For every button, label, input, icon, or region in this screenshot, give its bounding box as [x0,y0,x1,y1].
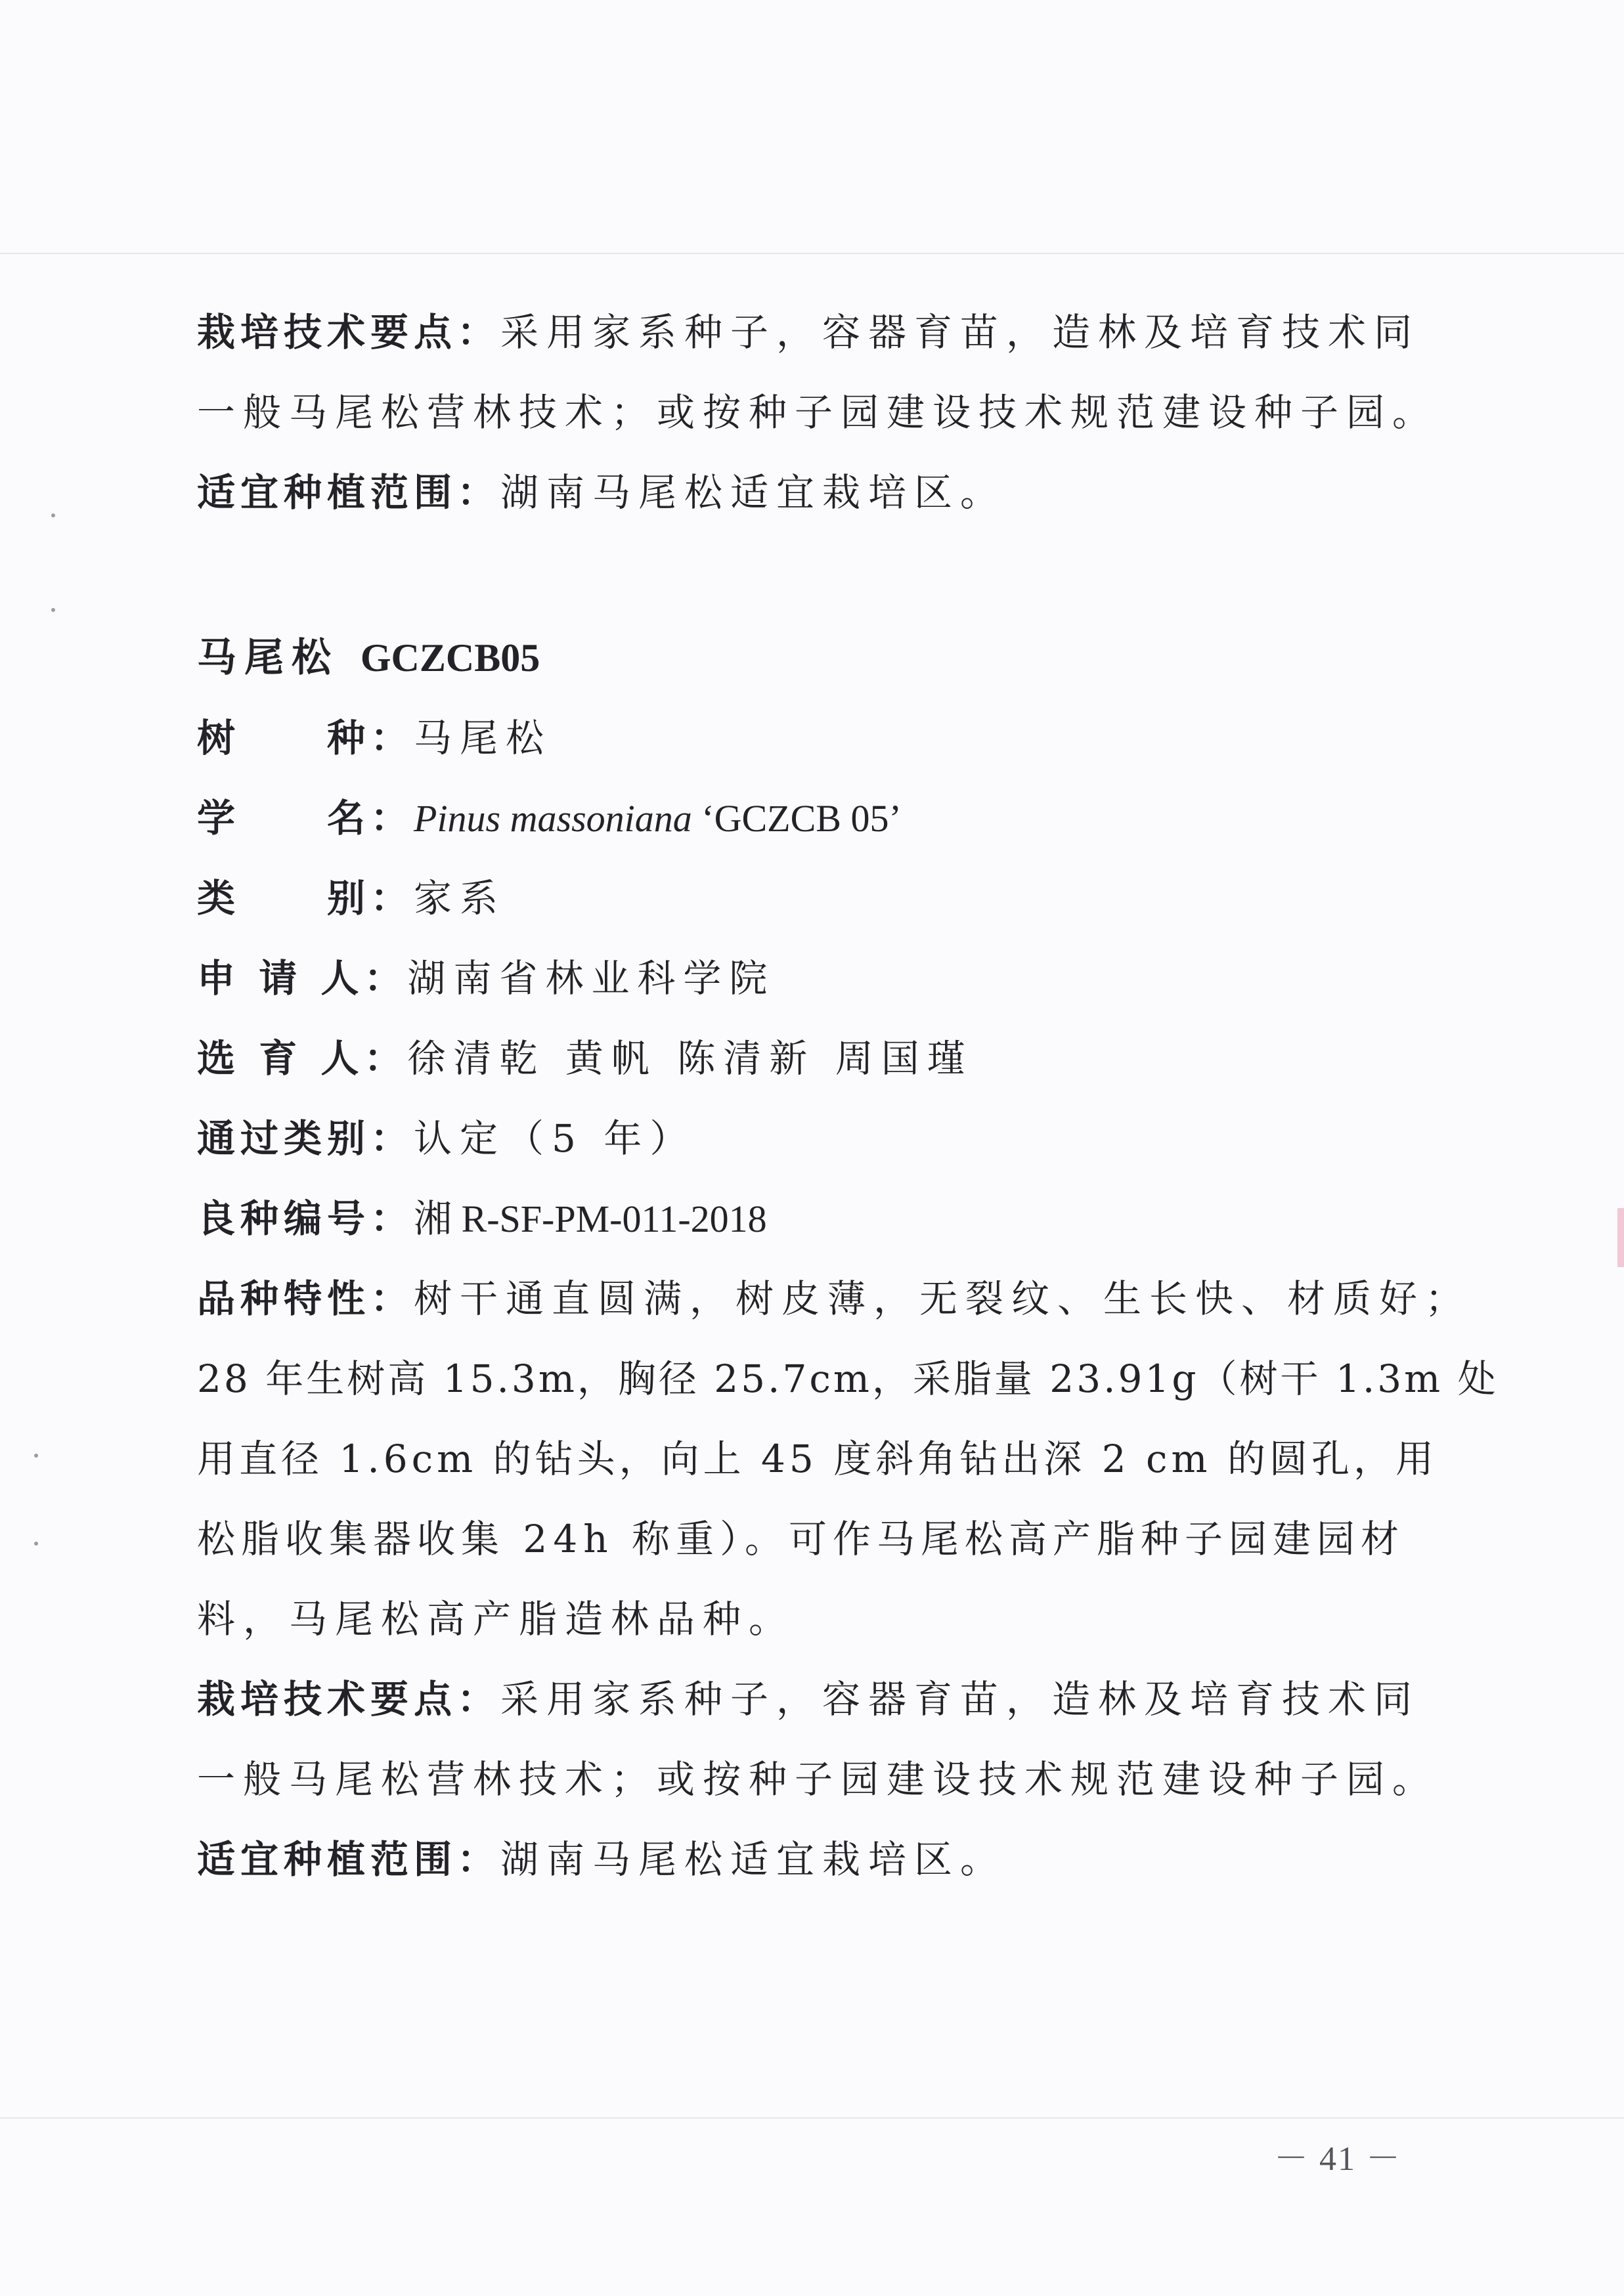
variety-number-label: 良种编号： [197,1196,414,1241]
species-value: 马尾松 [414,716,552,760]
species-row [197,698,1405,778]
range-line [197,1819,1405,1899]
category-label: 类 别： [197,876,414,921]
cultivar-name: ‘GCZCB 05’ [701,797,902,840]
traits-text: 树干通直圆满，树皮薄，无裂纹、生长快、材质好； [414,1276,1472,1321]
approval-label: 通过类别： [197,1116,414,1161]
traits-text: 松脂收集器收集 24h 称重）。可作马尾松高产脂种子园建园材 [197,1517,1405,1561]
traits-text: 料，马尾松高产脂造林品种。 [197,1597,795,1641]
traits-label: 品种特性： [197,1276,414,1321]
scientific-name-label: 学 名： [197,796,414,840]
prev-cultivation-line-2 [197,372,1439,452]
applicant-row [197,938,1405,1018]
prev-cultivation-line-1 [197,292,1420,372]
entry-title-code: GCZCB05 [360,636,540,680]
range-label: 适宜种植范围： [197,470,501,515]
variety-number-row [197,1179,1405,1259]
category-row [197,858,1405,938]
section-gap [197,532,1405,618]
document-page [197,292,1499,1899]
traits-line-2 [197,1339,1499,1419]
cultivation-label: 栽培技术要点： [197,1677,501,1722]
traits-line-3 [197,1419,1437,1499]
breeder-row [197,1018,1405,1098]
cultivation-text: 一般马尾松营林技术；或按种子园建设技术规范建设种子园。 [197,390,1439,435]
scan-edge-mark [1617,1208,1624,1267]
approval-value: 认定（5 年） [414,1116,696,1161]
cultivation-line-1 [197,1659,1420,1739]
traits-line-4 [197,1499,1405,1579]
cultivation-text: 一般马尾松营林技术；或按种子园建设技术规范建设种子园。 [197,1757,1439,1802]
traits-line-5 [197,1579,1405,1659]
cultivation-text: 采用家系种子，容器育苗，造林及培育技术同 [500,310,1420,355]
scan-edge-top [0,253,1624,254]
scan-speck [34,1542,38,1546]
scan-edge-bottom [0,2117,1624,2119]
range-text: 湖南马尾松适宜栽培区。 [500,470,1007,515]
scan-speck [51,513,55,517]
entry-title [197,618,1405,698]
cultivation-text: 采用家系种子，容器育苗，造林及培育技术同 [500,1677,1420,1722]
page-number: － 41 － [1274,2140,1402,2178]
species-label: 树 种： [197,716,414,760]
breeder-label: 选 育 人： [197,1036,408,1081]
scientific-name-italic: Pinus massoniana [414,797,692,840]
traits-text: 用直径 1.6cm 的钻头，向上 45 度斜角钻出深 2 cm 的圆孔，用 [197,1437,1437,1481]
cultivation-line-2 [197,1739,1439,1819]
variety-number-value: 湘 R-SF-PM-011-2018 [414,1198,767,1240]
breeder-value: 徐清乾 黄帆 陈清新 周国瑾 [407,1036,973,1081]
approval-row [197,1098,1405,1179]
applicant-value: 湖南省林业科学院 [407,956,776,1001]
traits-line-1 [197,1259,1472,1339]
scientific-name-row [197,778,1405,858]
entry-title-cn: 马尾松 [197,635,339,681]
scan-speck [51,608,55,612]
range-label: 适宜种植范围： [197,1837,501,1882]
scan-speck [34,1454,38,1458]
traits-text: 28 年生树高 15.3m，胸径 25.7cm，采脂量 23.91g（树干 1.3m 处 [197,1356,1499,1401]
prev-range-line [197,452,1405,532]
cultivation-label: 栽培技术要点： [197,310,501,355]
range-text: 湖南马尾松适宜栽培区。 [500,1837,1007,1882]
category-value: 家系 [414,876,506,921]
applicant-label: 申 请 人： [197,956,408,1001]
